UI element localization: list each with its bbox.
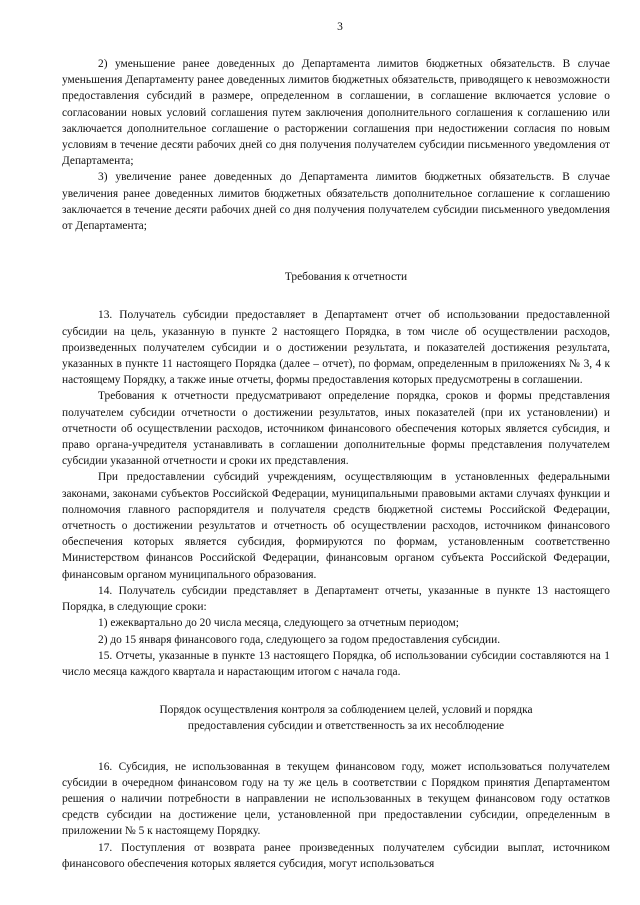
section-heading-reporting: Требования к отчетности (284, 271, 408, 284)
section-heading-control-line-2: предоставления субсидии и ответственность за их несоблюдение (187, 720, 505, 733)
spacer (62, 735, 610, 759)
section-heading-control-line-1: Порядок осуществления контроля за соблюдением целей, условий и порядка (159, 704, 533, 717)
paragraph-institutions: При предоставлении субсидий учреждениям, осуществляющим в установленных федеральными законами, законами субъектов Российской Федерации, муниципальными правовыми актами случаях функции и полномочия главного распорядителя и получателя средств бюджетной системы Российской Федерации, отчетность о достижении результатов и отчетность об осуществлении расходов, источником финансового обеспечения которых является субсидия, формируются по формам, установленным соответственно Министерством финансов Российской Федерации, финансовым органом субъекта Российской Федерации, финансовым органом муниципального образования. (62, 471, 610, 581)
paragraph-14-item-2: 2) до 15 января финансового года, следующего за годом предоставления субсидии. (98, 633, 501, 646)
page-number: 3 (337, 21, 343, 33)
paragraph-limits-increase: 3) увеличение ранее доведенных до Департамента лимитов бюджетных обязательств. В случае увеличения ранее доведенных лимитов бюджетных обязательств дополнительное соглашение к соглашению заключается в течение десяти рабочих дней со дня получения получателем субсидии письменного уведомления от Департамента; (62, 171, 610, 233)
spacer (62, 234, 610, 269)
paragraph-limits-decrease: 2) уменьшение ранее доведенных до Департамента лимитов бюджетных обязательств. В случае уменьшения Департаменту ранее доведенных лимитов бюджетных обязательств, приводящего к невозможности предоставления субсидий в размере, определенном в соглашении, в соглашение включается условие о согласовании новых условий соглашения путем заключения дополнительного соглашения к соглашению или заключается дополнительное соглашение о расторжении соглашения при недостижении согласия по новым условиям в течение десяти рабочих дней со дня получения получателем субсидии письменного уведомления от Департамента; (62, 58, 610, 168)
paragraph-17: 17. Поступления от возврата ранее произведенных получателем субсидии выплат, источником финансового обеспечения которых является субсидия, могут использоваться (62, 841, 610, 870)
paragraph-15: 15. Отчеты, указанные в пункте 13 настоящего Порядка, об использовании субсидии составляются на 1 число месяца каждого квартала и нарастающим итогом с начала года. (62, 649, 610, 678)
paragraph-14: 14. Получатель субсидии представляет в Департамент отчеты, указанные в пункте 13 настоящего Порядка, в следующие сроки: (62, 584, 610, 614)
paragraph-reporting-requirements: Требования к отчетности предусматривают определение порядка, сроков и формы представления получателем субсидии отчетности о достижении результатов, иных показателей (при их установлении) и отчетности об осуществлении расходов, источником финансового обеспечения которых является субсидия, и право органа-учредителя устанавливать в соглашении дополнительные формы представления получателем субсидии указанной отчетности и сроки их представления. (62, 390, 610, 468)
paragraph-14-item-1: 1) ежеквартально до 20 числа месяца, следующего за отчетным периодом; (98, 617, 459, 630)
paragraph-13: 13. Получатель субсидии предоставляет в Департамент отчет об использовании предоставленной субсидии на цель, указанную в пункте 2 настоящего Порядка, в том числе об осуществлении расходов, произведенных получателем субсидии и о достижении результата, и показателей достижения результата, указанных в пункте 11 настоящего Порядка (далее – отчет), по формам, определенным в приложениях № 3, 4 к настоящему Порядку, а также иные отчеты, формы предоставления которых предусмотрены в соглашении. (62, 309, 610, 387)
spacer (62, 680, 610, 702)
spacer (62, 285, 610, 307)
paragraph-16: 16. Субсидия, не использованная в текущем финансовом году, может использоваться получателем субсидии в очередном финансовом году на ту же цель в соответствии с Порядком принятия Департаментом решения о наличии потребности в направлении не использованных в текущем финансовом году остатков средств субсидии на достижение цели, установленной при предоставлении субсидии, определенным в приложении № 5 к настоящему Порядку. (62, 760, 610, 838)
